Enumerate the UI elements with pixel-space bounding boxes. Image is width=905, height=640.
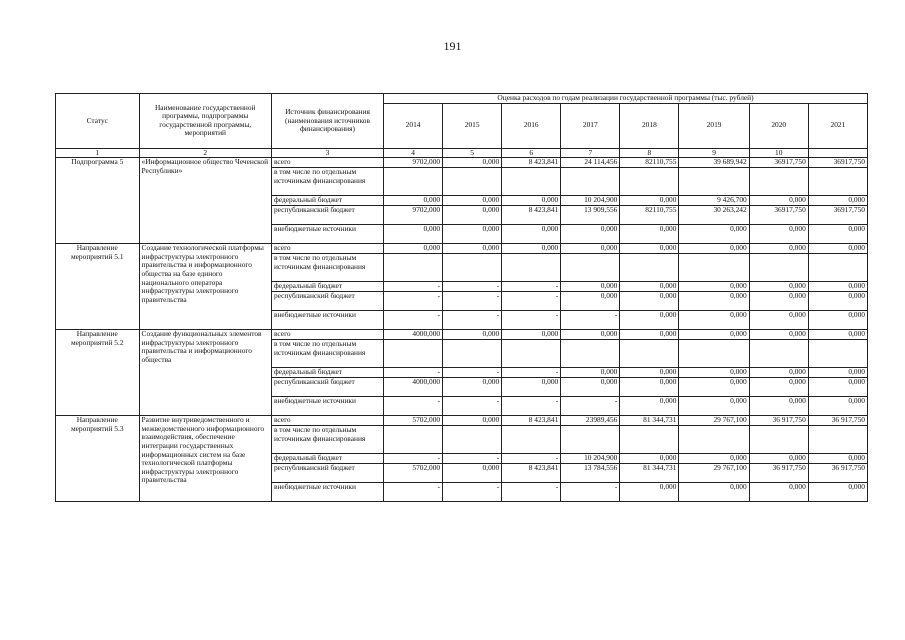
col-number-5: 5	[443, 148, 502, 158]
amount-cell: 36 917,750	[749, 416, 808, 426]
amount-cell: 0,000	[443, 378, 502, 397]
header-estimate: Оценка расходов по годам реализации государственной программы (тыс. рублей)	[384, 94, 868, 104]
amount-cell: 39 689,942	[679, 158, 749, 168]
amount-cell	[620, 426, 679, 454]
amount-cell: 4000,000	[384, 378, 443, 397]
amount-cell: -	[384, 282, 443, 292]
amount-cell: 0,000	[620, 330, 679, 340]
amount-cell: 0,000	[808, 454, 867, 464]
amount-cell: 0,000	[620, 483, 679, 502]
amount-cell: 9702,000	[384, 158, 443, 168]
amount-cell: 36 917,750	[749, 464, 808, 483]
table-row	[56, 330, 868, 340]
amount-cell: -	[443, 282, 502, 292]
funding-source-cell: республиканский бюджет	[271, 206, 383, 225]
amount-cell: -	[443, 397, 502, 416]
col-number-3: 3	[271, 148, 383, 158]
amount-cell: 0,000	[808, 368, 867, 378]
amount-cell: 0,000	[384, 244, 443, 254]
col-number-9: 9	[679, 148, 749, 158]
amount-cell: -	[561, 483, 620, 502]
page-number: 191	[443, 39, 462, 53]
amount-cell: 0,000	[443, 330, 502, 340]
amount-cell: 0,000	[808, 330, 867, 340]
amount-cell: 5702,000	[384, 416, 443, 426]
funding-source-cell: федеральный бюджет	[271, 368, 383, 378]
amount-cell	[679, 168, 749, 196]
amount-cell: 0,000	[561, 225, 620, 244]
funding-source-cell: в том числе по отдельным источникам финансирования	[271, 340, 383, 368]
amount-cell: 36917,750	[749, 206, 808, 225]
amount-cell: 0,000	[443, 225, 502, 244]
funding-source-cell: республиканский бюджет	[271, 292, 383, 311]
amount-cell: 0,000	[808, 196, 867, 206]
col-number-10: 10	[749, 148, 808, 158]
amount-cell: 0,000	[620, 311, 679, 330]
amount-cell	[620, 168, 679, 196]
amount-cell: -	[384, 292, 443, 311]
amount-cell: 0,000	[679, 454, 749, 464]
table-body	[56, 158, 868, 502]
amount-cell: -	[502, 368, 561, 378]
program-name-cell: Развитие внутриведомственного и межведомственного информационного взаимодействия, обеспечение интеграции государственных информационных систем на базе технологической платформы инфраструктуры электронного правительства	[139, 416, 271, 502]
amount-cell	[443, 340, 502, 368]
header-year-2016: 2016	[502, 103, 561, 148]
amount-cell: 0,000	[443, 158, 502, 168]
funding-source-cell: всего	[271, 330, 383, 340]
amount-cell: 9 426,700	[679, 196, 749, 206]
amount-cell	[502, 426, 561, 454]
program-name-cell: Создание технологической платформы инфраструктуры электронного правительства и информационного общества на базе единого национального оператора инфраструктуры электронного правительства	[139, 244, 271, 330]
header-year-2021: 2021	[808, 103, 867, 148]
amount-cell	[620, 254, 679, 282]
amount-cell: 0,000	[749, 196, 808, 206]
amount-cell: 0,000	[561, 244, 620, 254]
amount-cell: 0,000	[808, 244, 867, 254]
amount-cell: 0,000	[808, 282, 867, 292]
amount-cell: -	[443, 368, 502, 378]
amount-cell: 0,000	[808, 483, 867, 502]
amount-cell: 0,000	[443, 244, 502, 254]
col-number-8: 8	[620, 148, 679, 158]
amount-cell	[679, 340, 749, 368]
amount-cell: 0,000	[808, 311, 867, 330]
amount-cell: -	[443, 292, 502, 311]
amount-cell: 10 204,900	[561, 196, 620, 206]
amount-cell: 36 917,750	[808, 416, 867, 426]
amount-cell: 0,000	[620, 397, 679, 416]
header-year-2018: 2018	[620, 103, 679, 148]
amount-cell: -	[561, 311, 620, 330]
amount-cell	[679, 426, 749, 454]
col-number-1: 1	[56, 148, 140, 158]
table-row	[56, 158, 868, 168]
status-cell: Направление мероприятий 5.1	[56, 244, 140, 330]
amount-cell: 0,000	[443, 416, 502, 426]
amount-cell	[749, 254, 808, 282]
amount-cell: 0,000	[749, 225, 808, 244]
amount-cell: 0,000	[679, 368, 749, 378]
status-cell: Подпрограмма 5	[56, 158, 140, 244]
amount-cell: 82110,755	[620, 206, 679, 225]
amount-cell	[749, 426, 808, 454]
funding-source-cell: всего	[271, 416, 383, 426]
amount-cell: 36917,750	[808, 206, 867, 225]
funding-source-cell: всего	[271, 158, 383, 168]
amount-cell	[384, 168, 443, 196]
col-number-4: 4	[384, 148, 443, 158]
amount-cell	[561, 254, 620, 282]
amount-cell	[620, 340, 679, 368]
col-number-11	[808, 148, 867, 158]
amount-cell: 0,000	[620, 244, 679, 254]
amount-cell: 0,000	[620, 454, 679, 464]
amount-cell: 0,000	[561, 368, 620, 378]
amount-cell: 0,000	[502, 330, 561, 340]
amount-cell: 0,000	[749, 311, 808, 330]
amount-cell: 0,000	[502, 196, 561, 206]
amount-cell: 24 114,456	[561, 158, 620, 168]
amount-cell	[443, 168, 502, 196]
amount-cell: 0,000	[679, 244, 749, 254]
amount-cell: 0,000	[679, 330, 749, 340]
amount-cell	[808, 168, 867, 196]
amount-cell: 0,000	[502, 244, 561, 254]
funding-source-cell: федеральный бюджет	[271, 282, 383, 292]
funding-source-cell: в том числе по отдельным источникам финансирования	[271, 168, 383, 196]
amount-cell: -	[443, 311, 502, 330]
amount-cell: 8 423,841	[502, 158, 561, 168]
amount-cell: 0,000	[679, 397, 749, 416]
amount-cell: 9702,000	[384, 206, 443, 225]
amount-cell: 8 423,841	[502, 416, 561, 426]
amount-cell: -	[502, 292, 561, 311]
amount-cell: 0,000	[384, 196, 443, 206]
status-cell: Направление мероприятий 5.2	[56, 330, 140, 416]
amount-cell: 5702,000	[384, 464, 443, 483]
amount-cell: 36 917,750	[808, 464, 867, 483]
amount-cell: 0,000	[443, 196, 502, 206]
amount-cell: -	[443, 454, 502, 464]
header-source: Источник финансирования (наименования источников финансирования)	[271, 94, 383, 149]
amount-cell: 10 204,900	[561, 454, 620, 464]
funding-source-cell: в том числе по отдельным источникам финансирования	[271, 426, 383, 454]
header-name: Наименование государственной программы, подпрограммы государственной программы, мероприятий	[139, 94, 271, 149]
col-number-2: 2	[139, 148, 271, 158]
amount-cell	[443, 426, 502, 454]
amount-cell: -	[502, 397, 561, 416]
amount-cell: 0,000	[620, 196, 679, 206]
amount-cell: 0,000	[561, 378, 620, 397]
amount-cell	[384, 254, 443, 282]
header-year-2019: 2019	[679, 103, 749, 148]
amount-cell: -	[384, 397, 443, 416]
header-year-2020: 2020	[749, 103, 808, 148]
funding-source-cell: в том числе по отдельным источникам финансирования	[271, 254, 383, 282]
col-number-7: 7	[561, 148, 620, 158]
amount-cell: 82110,755	[620, 158, 679, 168]
amount-cell	[443, 254, 502, 282]
amount-cell: 0,000	[749, 330, 808, 340]
amount-cell: 29 767,100	[679, 416, 749, 426]
amount-cell: -	[384, 483, 443, 502]
amount-cell: 0,000	[679, 311, 749, 330]
funding-source-cell: внебюджетные источники	[271, 311, 383, 330]
amount-cell	[561, 168, 620, 196]
funding-source-cell: республиканский бюджет	[271, 464, 383, 483]
amount-cell: 0,000	[749, 454, 808, 464]
funding-source-cell: всего	[271, 244, 383, 254]
amount-cell: 0,000	[443, 464, 502, 483]
amount-cell: 4000,000	[384, 330, 443, 340]
amount-cell: 0,000	[808, 397, 867, 416]
amount-cell: 0,000	[502, 225, 561, 244]
amount-cell: 0,000	[443, 206, 502, 225]
header-year-2017: 2017	[561, 103, 620, 148]
amount-cell: 0,000	[679, 378, 749, 397]
amount-cell: 0,000	[749, 282, 808, 292]
amount-cell	[502, 340, 561, 368]
amount-cell: -	[561, 397, 620, 416]
amount-cell: 0,000	[620, 282, 679, 292]
amount-cell: 0,000	[620, 225, 679, 244]
amount-cell: 0,000	[502, 378, 561, 397]
amount-cell: 30 263,242	[679, 206, 749, 225]
table-row	[56, 244, 868, 254]
amount-cell: 29 767,100	[679, 464, 749, 483]
budget-table	[55, 93, 868, 502]
funding-source-cell: федеральный бюджет	[271, 454, 383, 464]
funding-source-cell: республиканский бюджет	[271, 378, 383, 397]
amount-cell: -	[384, 311, 443, 330]
amount-cell: 0,000	[808, 378, 867, 397]
amount-cell	[679, 254, 749, 282]
amount-cell: 13 784,556	[561, 464, 620, 483]
amount-cell: 0,000	[384, 225, 443, 244]
header-status: Статус	[56, 94, 140, 149]
amount-cell	[561, 340, 620, 368]
amount-cell: 81 344,731	[620, 464, 679, 483]
amount-cell: 0,000	[749, 292, 808, 311]
amount-cell	[384, 426, 443, 454]
amount-cell: 0,000	[808, 225, 867, 244]
amount-cell	[808, 426, 867, 454]
amount-cell: 0,000	[620, 368, 679, 378]
amount-cell: 13 909,556	[561, 206, 620, 225]
amount-cell: 8 423,841	[502, 206, 561, 225]
amount-cell	[749, 340, 808, 368]
amount-cell: 0,000	[749, 397, 808, 416]
amount-cell: -	[384, 368, 443, 378]
amount-cell	[808, 254, 867, 282]
amount-cell: -	[443, 483, 502, 502]
amount-cell: 36917,750	[808, 158, 867, 168]
amount-cell: 81 344,731	[620, 416, 679, 426]
amount-cell: 0,000	[749, 368, 808, 378]
table-row	[56, 416, 868, 426]
amount-cell	[808, 340, 867, 368]
funding-source-cell: федеральный бюджет	[271, 196, 383, 206]
amount-cell	[561, 426, 620, 454]
program-name-cell: «Информационное общество Чеченской Республики»	[139, 158, 271, 244]
amount-cell: 8 423,841	[502, 464, 561, 483]
amount-cell: 36917,750	[749, 158, 808, 168]
amount-cell: 0,000	[620, 292, 679, 311]
amount-cell: -	[384, 454, 443, 464]
amount-cell	[384, 340, 443, 368]
amount-cell: -	[502, 454, 561, 464]
funding-source-cell: внебюджетные источники	[271, 397, 383, 416]
amount-cell: -	[502, 282, 561, 292]
amount-cell: 0,000	[808, 292, 867, 311]
amount-cell: 0,000	[561, 282, 620, 292]
amount-cell: 0,000	[679, 483, 749, 502]
amount-cell: 0,000	[561, 292, 620, 311]
amount-cell: -	[502, 311, 561, 330]
funding-source-cell: внебюджетные источники	[271, 225, 383, 244]
amount-cell	[749, 168, 808, 196]
program-name-cell: Создание функциональных элементов инфраструктуры электронного правительства и информационного общества	[139, 330, 271, 416]
amount-cell: 23989,456	[561, 416, 620, 426]
amount-cell: 0,000	[749, 483, 808, 502]
funding-source-cell: внебюджетные источники	[271, 483, 383, 502]
amount-cell: 0,000	[679, 292, 749, 311]
amount-cell: 0,000	[561, 330, 620, 340]
status-cell: Направление мероприятий 5.3	[56, 416, 140, 502]
header-year-2015: 2015	[443, 103, 502, 148]
amount-cell: 0,000	[749, 244, 808, 254]
amount-cell	[502, 254, 561, 282]
amount-cell: -	[502, 483, 561, 502]
amount-cell: 0,000	[679, 225, 749, 244]
amount-cell: 0,000	[749, 378, 808, 397]
header-year-2014: 2014	[384, 103, 443, 148]
amount-cell: 0,000	[679, 282, 749, 292]
col-number-6: 6	[502, 148, 561, 158]
amount-cell	[502, 168, 561, 196]
amount-cell: 0,000	[620, 378, 679, 397]
